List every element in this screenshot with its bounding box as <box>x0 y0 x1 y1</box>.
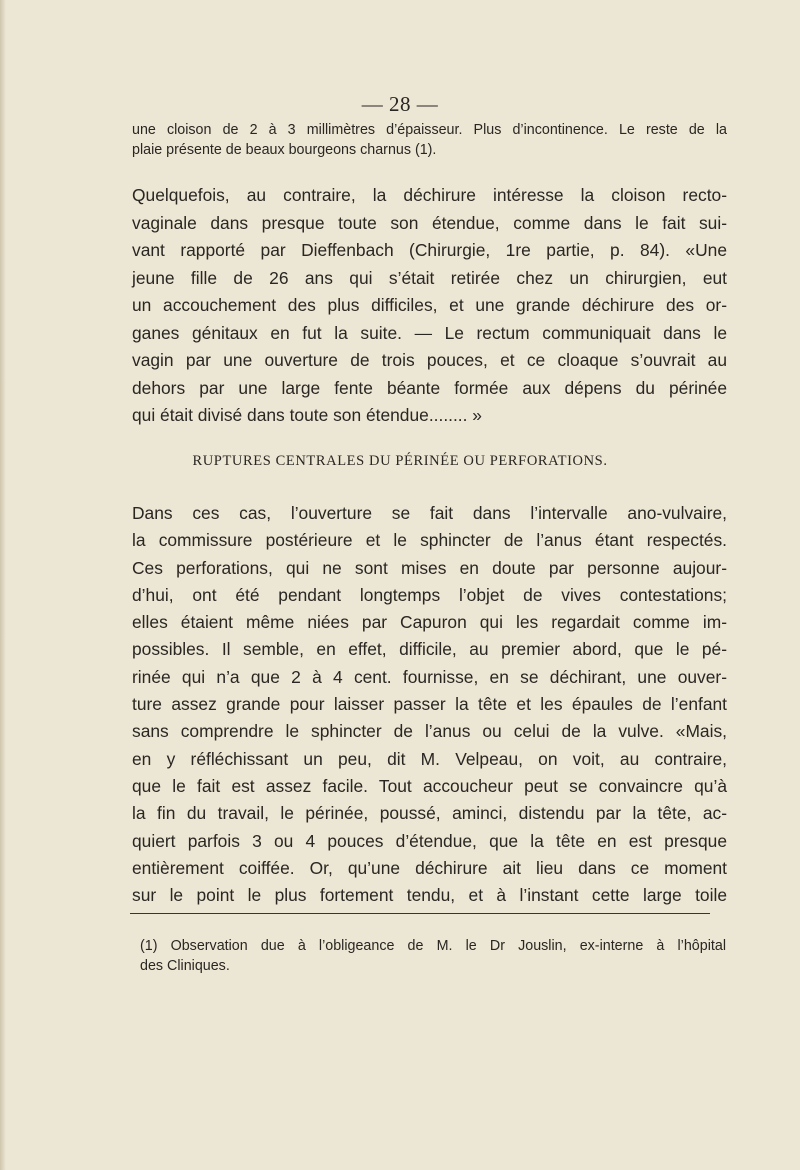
text-line: Quelquefois, au contraire, la déchirure intéresse la cloison recto- <box>132 185 727 205</box>
footnote-rule <box>130 913 710 914</box>
text-line: vagin par une ouverture de trois pouces, et ce cloaque s’ouvrait au <box>132 350 727 370</box>
footnote-line: (1) Observation due à l’obligeance de M. le Dr Jouslin, ex-interne à l’hôpital <box>140 938 726 954</box>
page-edge <box>0 0 6 1170</box>
text-line: dehors par une large fente béante formée aux dépens du périnée <box>132 377 727 398</box>
text-line: Dans ces cas, l’ouverture se fait dans l’intervalle ano-vulvaire, <box>132 503 727 523</box>
text-line: la commissure postérieure et le sphincter de l’anus étant respectés. <box>132 530 727 551</box>
text-line: elles étaient même niées par Capuron qui les regardait comme im- <box>132 612 727 633</box>
text-line: vaginale dans presque toute son étendue, comme dans le fait sui- <box>132 212 727 233</box>
paragraph-dieffenbach <box>132 182 727 430</box>
text-line: jeune fille de 26 ans qui s’était retirée chez un chirurgien, eut <box>132 267 727 288</box>
text-line: Ces perforations, qui ne sont mises en doute par personne aujour- <box>132 557 727 578</box>
text-line: sur le point le plus fortement tendu, et à l’instant cette large toile <box>132 885 727 906</box>
text-line: une cloison de 2 à 3 millimètres d’épaisseur. Plus d’incontinence. Le reste de la <box>132 122 727 138</box>
text-line: ture assez grande pour laisser passer la tête et les épaules de l’enfant <box>132 694 727 715</box>
text-line: d’hui, ont été pendant longtemps l’objet de vives contestations; <box>132 584 727 605</box>
text-line: ganes génitaux en fut la suite. — Le rectum communiquait dans le <box>132 322 727 343</box>
text-line: plaie présente de beaux bourgeons charnus (1). <box>132 142 437 158</box>
text-line: en y réfléchissant un peu, dit M. Velpeau, on voit, au contraire, <box>132 748 727 769</box>
text-line: qui était divisé dans toute son étendue........ » <box>132 405 482 425</box>
text-line: possibles. Il semble, en effet, difficile, au premier abord, que le pé- <box>132 639 727 660</box>
text-line: un accouchement des plus difficiles, et une grande déchirure des or- <box>132 295 727 315</box>
text-line: quiert parfois 3 ou 4 pouces d’étendue, que la tête en est presque <box>132 830 727 851</box>
text-line: la fin du travail, le périnée, poussé, aminci, distendu par la tête, ac- <box>132 803 727 824</box>
section-heading: RUPTURES CENTRALES DU PÉRINÉE OU PERFORATIONS. <box>192 453 608 469</box>
page-number: — 28 — <box>361 92 439 116</box>
text-line: que le fait est assez facile. Tout accoucheur peut se convaincre qu’à <box>132 775 727 796</box>
continuation-text <box>132 120 727 160</box>
footnote <box>140 936 726 976</box>
footnote-line: des Cliniques. <box>140 958 230 974</box>
text-line: vant rapporté par Dieffenbach (Chirurgie, 1re partie, p. 84). «Une <box>132 240 727 260</box>
paragraph-perforations <box>132 500 727 909</box>
text-line: sans comprendre le sphincter de l’anus ou celui de la vulve. «Mais, <box>132 721 727 742</box>
text-line: rinée qui n’a que 2 à 4 cent. fournisse, en se déchirant, une ouver- <box>132 666 727 687</box>
text-line: entièrement coiffée. Or, qu’une déchirure ait lieu dans ce moment <box>132 857 727 878</box>
